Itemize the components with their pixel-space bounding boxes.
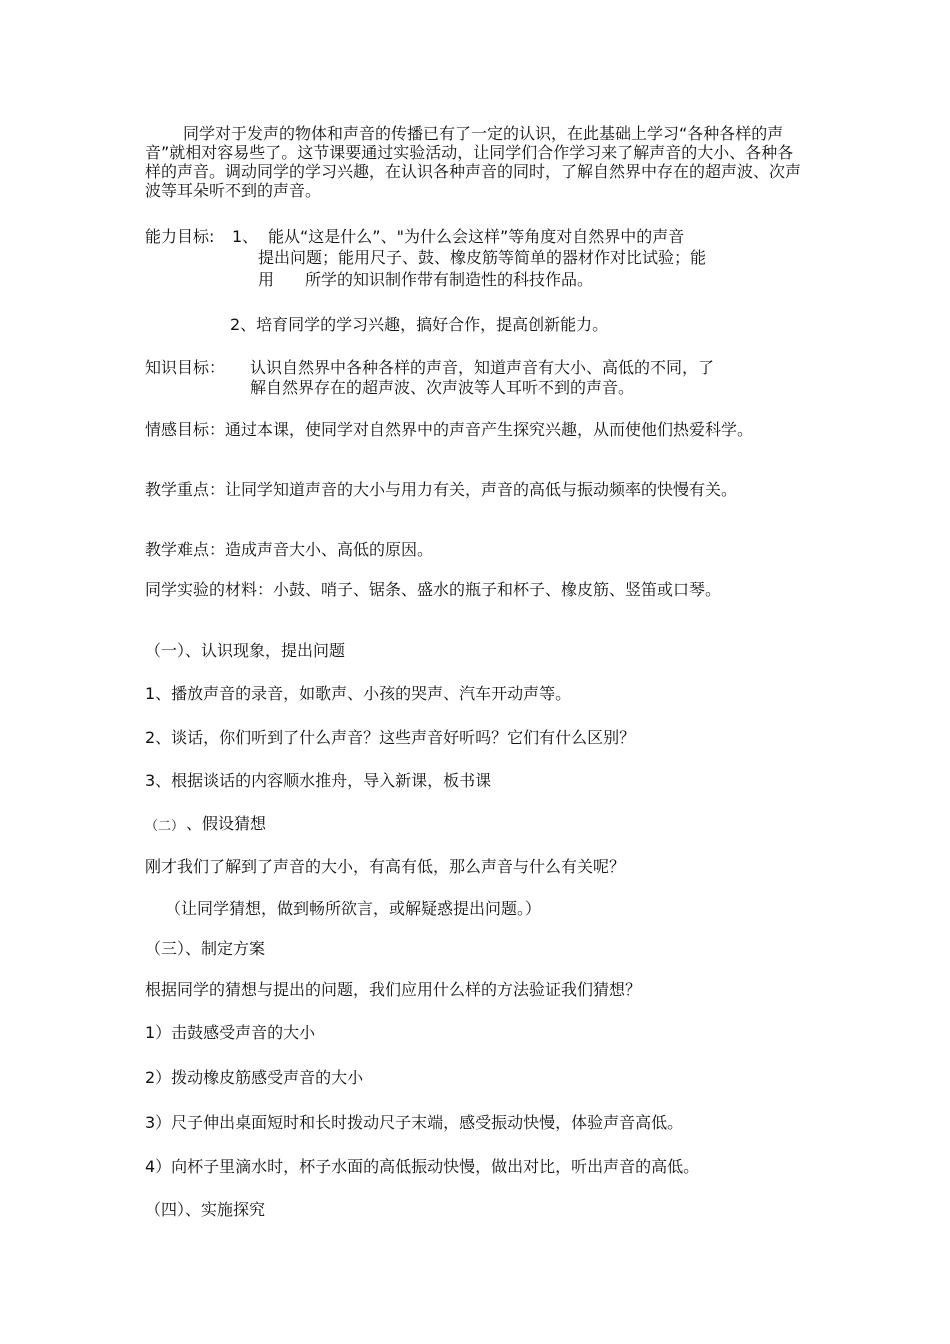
section3-item-4: 4）向杯子里滴水时，杯子水面的高低振动快慢，做出对比，听出声音的高低。 — [145, 1157, 700, 1176]
section1-item-3: 3、根据谈话的内容顺水推舟，导入新课，板书课 — [145, 771, 492, 790]
section2-heading-number: （二） — [145, 819, 185, 834]
ability-item1-line2: 提出问题；能用尺子、鼓、橡皮筋等简单的器材作对比试验；能 — [258, 248, 707, 267]
ability-goal-label: 能力目标: — [145, 227, 215, 246]
section1-item-2: 2、谈话，你们听到了什么声音？这些声音好听吗？它们有什么区别？ — [145, 728, 636, 747]
key-point-paragraph: 教学重点：让同学知道声音的大小与用力有关，声音的高低与振动频率的快慢有关。 — [145, 480, 738, 499]
section2-question: 刚才我们了解到了声音的大小，有高有低，那么声音与什么有关呢？ — [145, 857, 626, 876]
section2-heading-text: 、假设猜想 — [186, 814, 267, 833]
section3-item-2: 2）拨动橡皮筋感受声音的大小 — [145, 1068, 364, 1087]
difficulty-paragraph: 教学难点：造成声音大小、高低的原因。 — [145, 540, 434, 559]
section3-question: 根据同学的猜想与提出的问题，我们应用什么样的方法验证我们猜想？ — [145, 980, 642, 999]
ability-item1-number: 1、 — [232, 227, 259, 246]
emotion-goal-paragraph: 情感目标：通过本课，使同学对自然界中的声音产生探究兴趣，从而使他们热爱科学。 — [145, 420, 754, 439]
knowledge-line2: 解自然界存在的超声波、次声波等人耳听不到的声音。 — [250, 378, 635, 397]
section1-item-1: 1、播放声音的录音，如歌声、小孩的哭声、汽车开动声等。 — [145, 684, 572, 703]
materials-paragraph: 同学实验的材料：小鼓、哨子、锯条、盛水的瓶子和杯子、橡皮筋、竖笛或口琴。 — [145, 580, 722, 599]
knowledge-goal-label: 知识目标： — [145, 358, 226, 377]
ability-item1-line3-rest: 所学的知识制作带有制造性的科技作品。 — [305, 270, 594, 289]
knowledge-line1: 认识自然界中各种各样的声音，知道声音有大小、高低的不同，了 — [250, 358, 715, 377]
section3-item-3: 3）尺子伸出桌面短时和长时拨动尺子末端，感受振动快慢，体验声音高低。 — [145, 1113, 684, 1132]
section2-note: （让同学猜想，做到畅所欲言，或解疑惑提出问题。） — [165, 899, 542, 918]
section1-heading: （一）、认识现象，提出问题 — [145, 641, 346, 660]
intro-paragraph: 同学对于发声的物体和声音的传播已有了一定的认识，在此基础上学习“各种各样的声音”就相对容易些了。这节课要通过实验活动，让同学们合作学习来了解声音的大小、各种各样的声音。调动同学的学习兴趣，在认识各种声音的同时，了解自然界中存在的超声波、次声波等耳朵听不到的声音。 — [145, 124, 802, 200]
ability-item1-line3-start: 用 — [258, 270, 275, 289]
section3-heading: （三）、制定方案 — [145, 939, 266, 958]
section4-heading: （四）、实施探究 — [145, 1200, 266, 1219]
ability-item1-line1: 能从“这是什么”、"为什么会这样”等角度对自然界中的声音 — [268, 227, 685, 246]
section3-item-1: 1）击鼓感受声音的大小 — [145, 1023, 316, 1042]
ability-item2: 2、培育同学的学习兴趣，搞好合作，提高创新能力。 — [230, 315, 609, 334]
